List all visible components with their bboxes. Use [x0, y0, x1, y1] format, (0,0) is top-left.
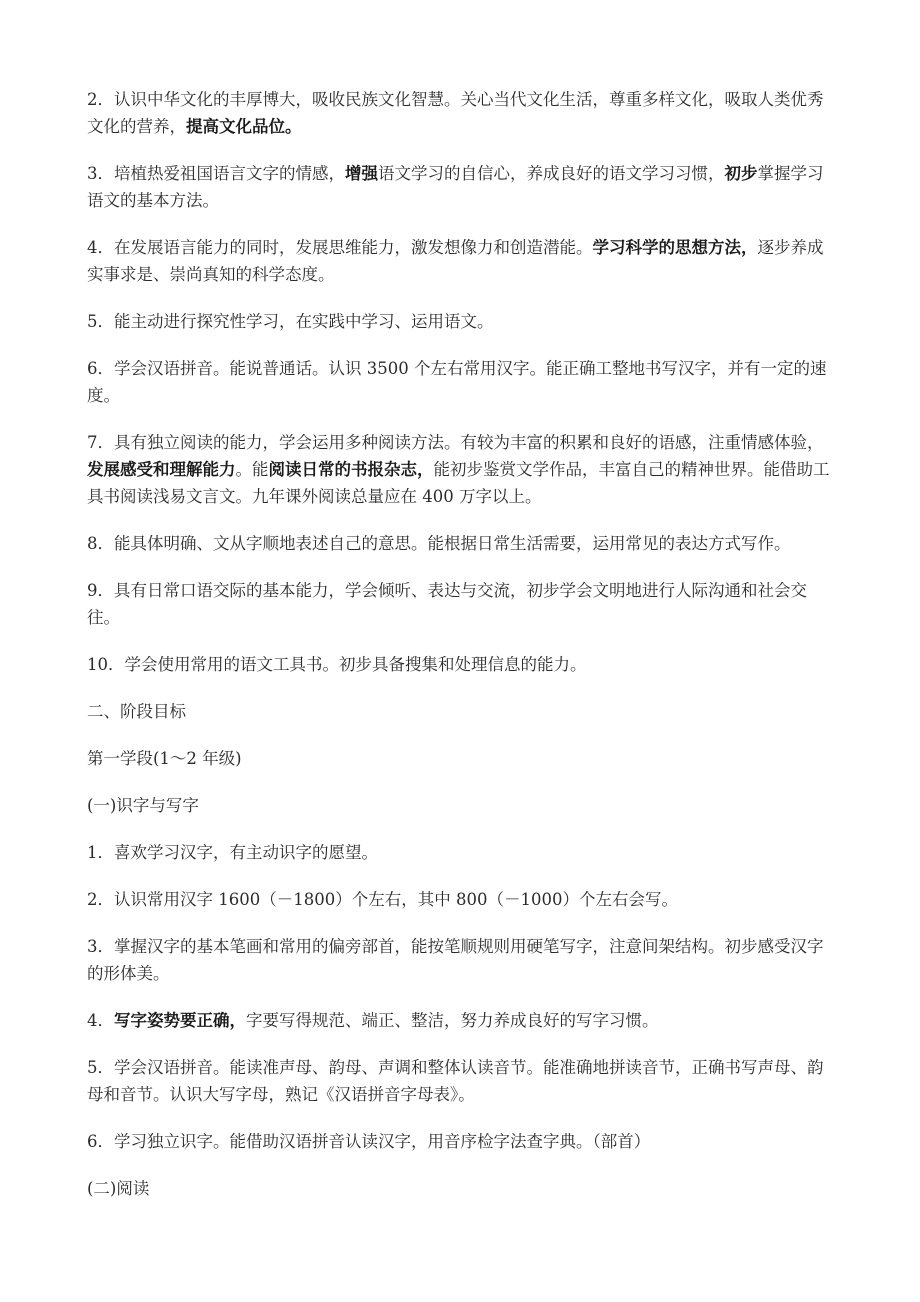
bold-text: 学习科学的思想方法，	[592, 238, 758, 257]
paragraph	[87, 745, 835, 772]
bold-text: 发展感受和理解能力	[87, 460, 236, 479]
text-run: 3．掌握汉字的基本笔画和常用的偏旁部首，能按笔顺规则用硬笔写字，注意间架结构。初步感受汉字的形体美。	[87, 937, 824, 983]
text-run: 逐步养成实事求是、崇尚真知的科学态度。	[87, 238, 824, 284]
text-run: 7．具有独立阅读的能力，学会运用多种阅读方法。有较为丰富的积累和良好的语感，注重情感体验，	[87, 433, 824, 452]
text-run: 二、阶段目标	[87, 702, 186, 721]
text-run: 2．认识中华文化的丰厚博大，吸收民族文化智慧。关心当代文化生活，尊重多样文化，吸取人类优秀文化的营养，	[87, 90, 824, 136]
text-run: 1．喜欢学习汉字，有主动识字的愿望。	[87, 843, 378, 862]
text-run: 。能	[235, 460, 269, 479]
bold-text: 写字姿势要正确，	[114, 1011, 246, 1030]
bold-text: 增强	[345, 164, 378, 183]
paragraph	[87, 792, 835, 819]
paragraph	[87, 1175, 835, 1202]
text-run: 4．在发展语言能力的同时，发展思维能力，激发想像力和创造潜能。	[87, 238, 593, 257]
text-run: 5．学会汉语拼音。能读准声母、韵母、声调和整体认读音节。能准确地拼读音节，正确书写声母、韵母和音节。认识大写字母，熟记《汉语拼音字母表》。	[87, 1058, 824, 1104]
paragraph	[87, 1128, 835, 1155]
paragraph	[87, 651, 835, 678]
text-run: 10．学会使用常用的语文工具书。初步具备搜集和处理信息的能力。	[87, 655, 587, 674]
text-run: 2．认识常用汉字 1600（－1800）个左右，其中 800（－1000）个左右会写。	[87, 890, 678, 909]
document-body	[87, 86, 835, 1222]
text-run: 能初步鉴赏文学作品，丰富自己的精神世界。能借助工具书阅读浅易文言文。九年课外阅读总量应在 400 万字以上。	[87, 460, 830, 506]
paragraph	[87, 698, 835, 725]
text-run: 3．培植热爱祖国语言文字的情感，	[87, 164, 345, 183]
text-run: 9．具有日常口语交际的基本能力，学会倾听、表达与交流，初步学会文明地进行人际沟通和社会交往。	[87, 581, 807, 627]
paragraph	[87, 160, 835, 214]
paragraph	[87, 234, 835, 288]
bold-text: 提高文化品位。	[186, 117, 302, 136]
paragraph	[87, 355, 835, 409]
bold-text: 阅读日常的书报杂志，	[268, 460, 434, 479]
text-run: 掌握学习语文的基本方法。	[87, 164, 824, 210]
text-run: 4．	[87, 1011, 114, 1030]
text-run: (一)识字与写字	[87, 796, 199, 815]
paragraph	[87, 577, 835, 631]
paragraph	[87, 429, 835, 510]
text-run: 6．学会汉语拼音。能说普通话。认识 3500 个左右常用汉字。能正确工整地书写汉字，并有一定的速度。	[87, 359, 827, 405]
text-run: 6．学习独立识字。能借助汉语拼音认读汉字，用音序检字法查字典。（部首）	[87, 1132, 651, 1151]
paragraph	[87, 886, 835, 913]
paragraph	[87, 839, 835, 866]
text-run: 8．能具体明确、文从字顺地表述自己的意思。能根据日常生活需要，运用常见的表达方式写作。	[87, 534, 791, 553]
paragraph	[87, 308, 835, 335]
text-run: 5．能主动进行探究性学习，在实践中学习、运用语文。	[87, 312, 494, 331]
text-run: 字要写得规范、端正、整洁，努力养成良好的写字习惯。	[246, 1011, 659, 1030]
paragraph	[87, 86, 835, 140]
text-run: (二)阅读	[87, 1179, 150, 1198]
text-run: 第一学段(1～2 年级)	[87, 749, 242, 768]
paragraph	[87, 933, 835, 987]
text-run: 语文学习的自信心，养成良好的语文学习习惯，	[378, 164, 725, 183]
bold-text: 初步	[724, 164, 758, 183]
paragraph	[87, 530, 835, 557]
paragraph	[87, 1054, 835, 1108]
paragraph	[87, 1007, 835, 1034]
